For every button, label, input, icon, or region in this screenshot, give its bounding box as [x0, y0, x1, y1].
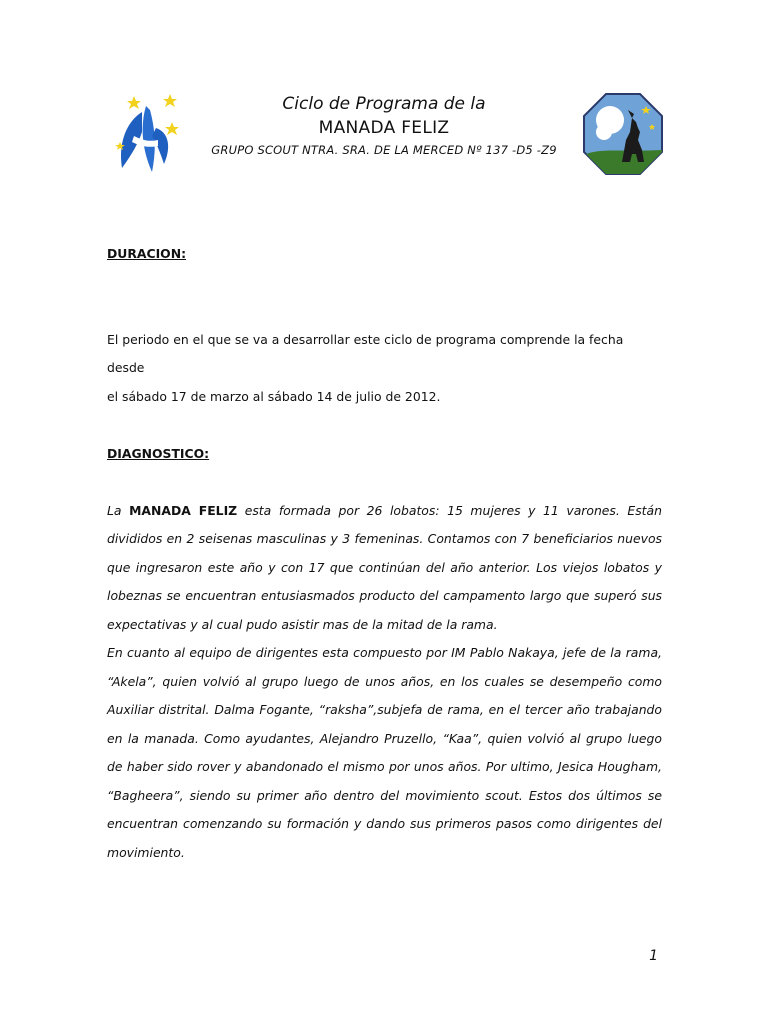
diagnostico-paragraph-1	[107, 497, 662, 640]
page-number: 1	[649, 948, 658, 964]
spacer	[107, 468, 662, 497]
header-title-line1: Ciclo de Programa de la	[282, 94, 486, 114]
diagnostico-p1-lead: La	[107, 502, 130, 518]
document-header	[190, 92, 578, 160]
header-subtitle: GRUPO SCOUT NTRA. SRA. DE LA MERCED Nº 137 -D5 -Z9	[211, 143, 557, 157]
diagnostico-p1-rest: esta formada por 26 lobatos: 15 mujeres y 11 varones. Están divididos en 2 seisenas masculinas y 3 femeninas. Contamos con 7 beneficiarios nuevos que ingresaron este año y con 17 que continúan del año anterior. Los viejos lobatos y lobeznas se encuentran entusiasmados producto del campamento largo que superó sus expectativas y al cual pudo asistir mas de la mitad de la rama.	[107, 502, 662, 632]
diagnostico-paragraph-2: En cuanto al equipo de dirigentes esta compuesto por IM Pablo Nakaya, jefe de la rama, “Akela”, quien volvió al grupo luego de unos años, en los cuales se desempeño como Auxiliar distrital. Dalma Fogante, “raksha”,subjefa de rama, en el tercer año trabajando en la manada. Como ayudantes, Alejandro Pruzello, “Kaa”, quien volvió al grupo luego de haber sido rover y abandonado el mismo por unos años. Por ultimo, Jesica Hougham, “Bagheera”, siendo su primer año dentro del movimiento scout. Estos dos últimos se encuentran comenzando su formación y dando sus primeros pasos como dirigentes del movimiento.	[107, 645, 662, 860]
document-body	[107, 240, 662, 867]
spacer	[107, 411, 662, 440]
heading-duracion: DURACION:	[107, 246, 187, 261]
duracion-text-line1: El periodo en el que se va a desarrollar este ciclo de programa comprende la fecha desde	[107, 331, 624, 375]
duracion-text-line2: el sábado 17 de marzo al sábado 14 de julio de 2012.	[107, 388, 441, 404]
heading-diagnostico: DIAGNOSTICO:	[107, 445, 210, 461]
howling-wolf-badge-icon	[582, 92, 664, 176]
header-title-line2: MANADA FELIZ	[318, 118, 450, 138]
scout-fleur-de-lis-logo-icon	[112, 92, 184, 176]
spacer	[107, 269, 662, 298]
manada-name: MANADA FELIZ	[129, 502, 238, 518]
spacer	[107, 297, 662, 326]
